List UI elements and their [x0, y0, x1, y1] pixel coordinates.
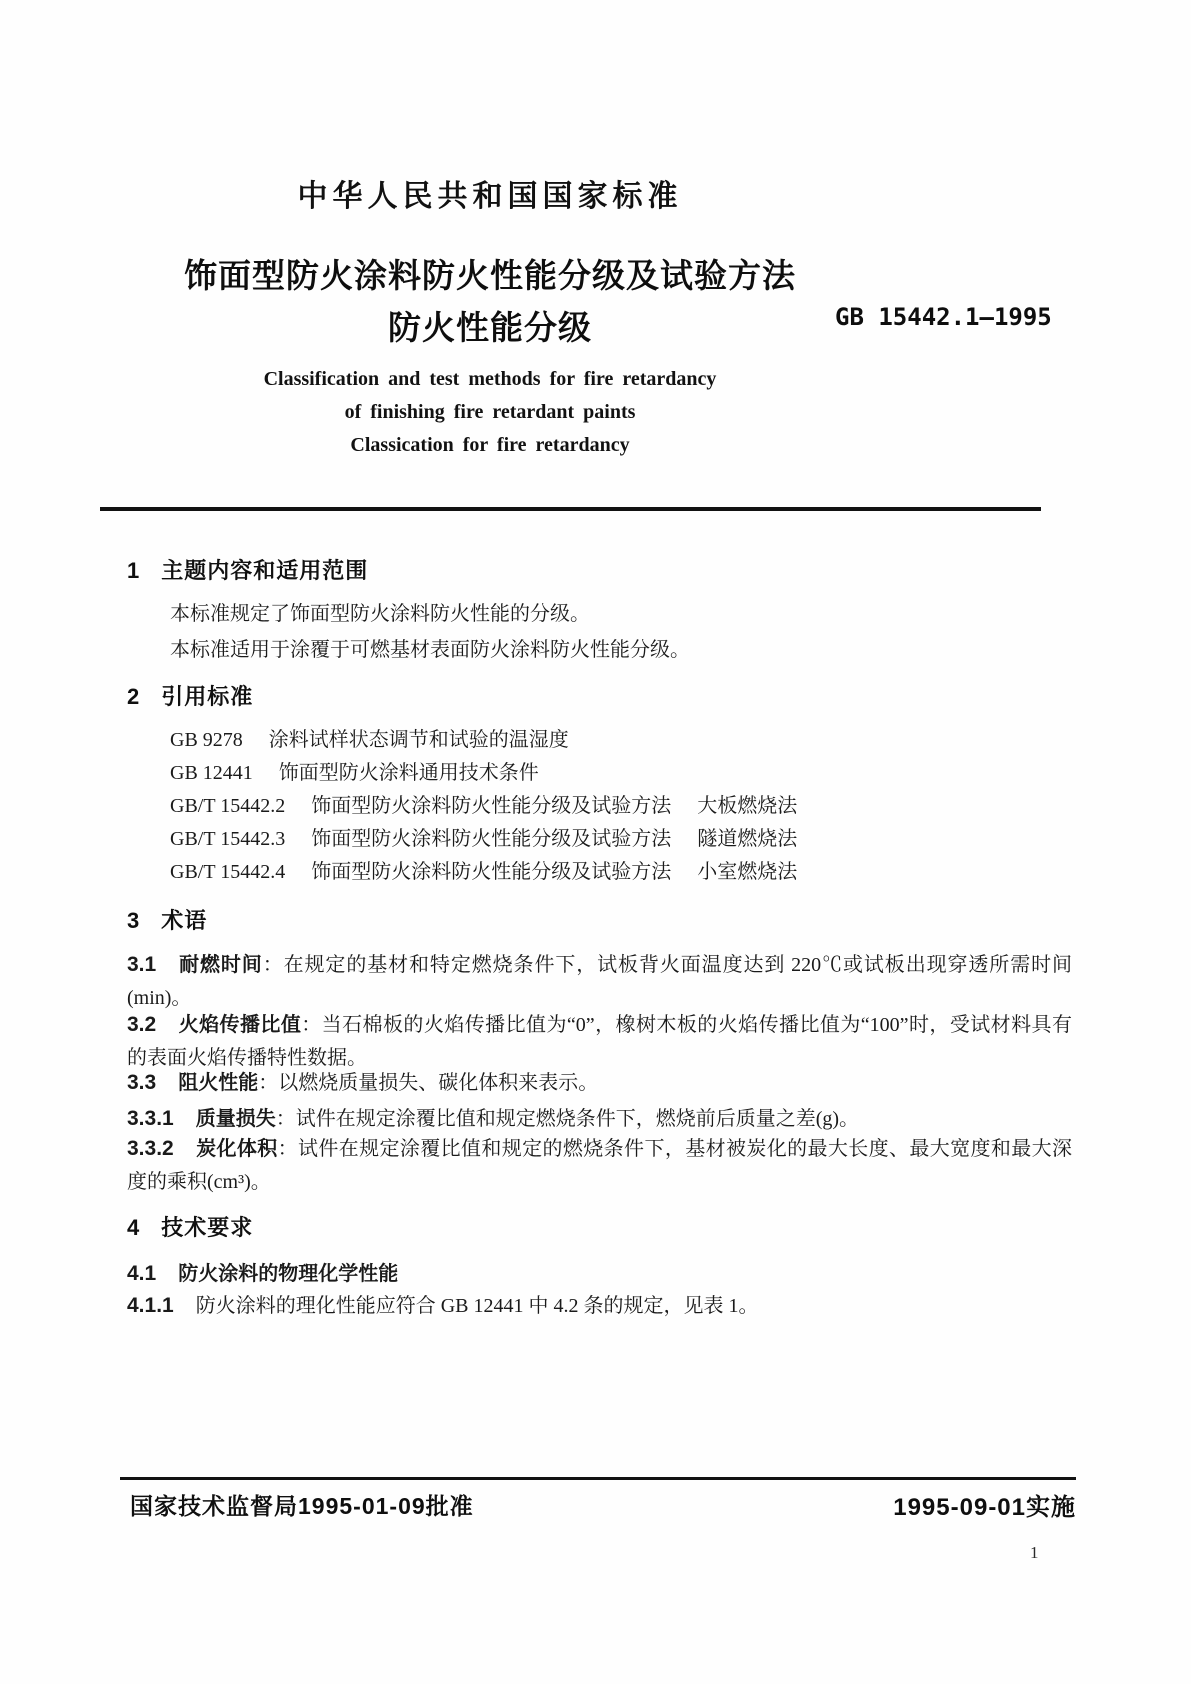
document-title-cn-line1: 饰面型防火涂料防火性能分级及试验方法	[184, 257, 796, 294]
term-text: ：试件在规定涂覆比值和规定的燃烧条件下，基材被炭化的最大长度、最大宽度和最大深度的乘积(cm³)。	[127, 1138, 1073, 1193]
reference-title: 涂料试样状态调节和试验的温湿度	[268, 729, 569, 751]
reference-method: 小室燃烧法	[697, 861, 798, 883]
footer-divider-rule	[120, 1477, 1076, 1480]
reference-row	[170, 724, 595, 756]
term-definition	[127, 1102, 1072, 1136]
reference-row	[170, 856, 797, 888]
reference-row	[170, 757, 565, 789]
section-1-paragraph: 本标准适用于涂覆于可燃基材表面防火涂料防火性能分级。	[170, 639, 690, 661]
reference-title: 饰面型防火涂料通用技术条件	[278, 762, 539, 784]
reference-row	[170, 823, 797, 855]
document-title-en-line3: Classication for fire retardancy	[350, 434, 630, 456]
reference-code: GB/T 15442.4	[170, 861, 286, 883]
term-name: 耐燃时间	[178, 954, 263, 976]
term-text: ：以燃烧质量损失、碳化体积来表示。	[258, 1072, 599, 1094]
term-number: 3.3	[127, 1071, 157, 1094]
approval-statement: 国家技术监督局1995-01-09批准	[130, 1493, 474, 1519]
section-3-heading	[127, 904, 207, 935]
page-number: 1	[1030, 1543, 1039, 1562]
reference-code: GB/T 15442.3	[170, 828, 286, 850]
term-name: 火焰传播比值	[178, 1014, 302, 1036]
section-3-number: 3	[127, 908, 140, 933]
section-4-title: 技术要求	[161, 1215, 254, 1240]
term-number: 3.2	[127, 1013, 157, 1036]
reference-title: 饰面型防火涂料防火性能分级及试验方法	[311, 795, 672, 817]
term-text: ：试件在规定涂覆比值和规定燃烧条件下，燃烧前后质量之差(g)。	[275, 1108, 860, 1130]
clause-number: 4.1	[127, 1262, 157, 1285]
term-definition	[127, 1132, 1072, 1199]
document-title-en-line2: of finishing fire retardant paints	[344, 401, 636, 423]
section-2-title: 引用标准	[161, 684, 254, 709]
clause-number: 4.1.1	[127, 1294, 174, 1317]
reference-code: GB 12441	[170, 762, 253, 784]
term-text: ：当石棉板的火焰传播比值为“0”，橡树木板的火焰传播比值为“100”时，受试材料具有的表面火焰传播特性数据。	[127, 1014, 1072, 1069]
section-4-heading	[127, 1211, 253, 1242]
reference-method: 大板燃烧法	[697, 795, 798, 817]
term-text: ：在规定的基材和特定燃烧条件下，试板背火面温度达到 220℃或试板出现穿透所需时间(min)。	[127, 954, 1073, 1009]
section-1-paragraph: 本标准规定了饰面型防火涂料防火性能的分级。	[170, 603, 590, 625]
section-2-number: 2	[127, 684, 140, 709]
document-title-cn-line2: 防火性能分级	[388, 309, 592, 346]
header-divider-rule	[100, 507, 1041, 511]
term-number: 3.3.1	[127, 1107, 174, 1130]
term-name: 质量损失	[195, 1108, 276, 1130]
reference-code: GB 9278	[170, 729, 243, 751]
term-name: 炭化体积	[195, 1138, 278, 1160]
term-definition	[127, 948, 1072, 1015]
section-1-heading	[127, 554, 368, 585]
term-definition	[127, 1008, 1072, 1075]
clause	[127, 1289, 1072, 1323]
term-number: 3.3.2	[127, 1137, 174, 1160]
reference-row	[170, 790, 797, 822]
standard-code: GB 15442.1—1995	[835, 303, 1052, 331]
term-definition	[127, 1066, 1072, 1100]
term-number: 3.1	[127, 953, 157, 976]
clause-title: 防火涂料的物理化学性能	[178, 1263, 399, 1285]
reference-method: 隧道燃烧法	[697, 828, 798, 850]
clause-text: 防火涂料的理化性能应符合 GB 12441 中 4.2 条的规定，见表 1。	[195, 1295, 759, 1317]
section-3-title: 术语	[161, 908, 208, 933]
reference-title: 饰面型防火涂料防火性能分级及试验方法	[311, 861, 672, 883]
implementation-date: 1995-09-01实施	[893, 1494, 1076, 1521]
reference-title: 饰面型防火涂料防火性能分级及试验方法	[311, 828, 672, 850]
section-4-number: 4	[127, 1215, 140, 1240]
clause	[127, 1257, 1072, 1291]
document-title-en-line1: Classification and test methods for fire retardancy	[263, 368, 717, 390]
term-name: 阻火性能	[178, 1072, 259, 1094]
reference-code: GB/T 15442.2	[170, 795, 286, 817]
standard-type-label: 中华人民共和国国家标准	[297, 180, 683, 213]
section-1-title: 主题内容和适用范围	[161, 558, 369, 583]
section-2-heading	[127, 680, 253, 711]
section-1-number: 1	[127, 558, 140, 583]
